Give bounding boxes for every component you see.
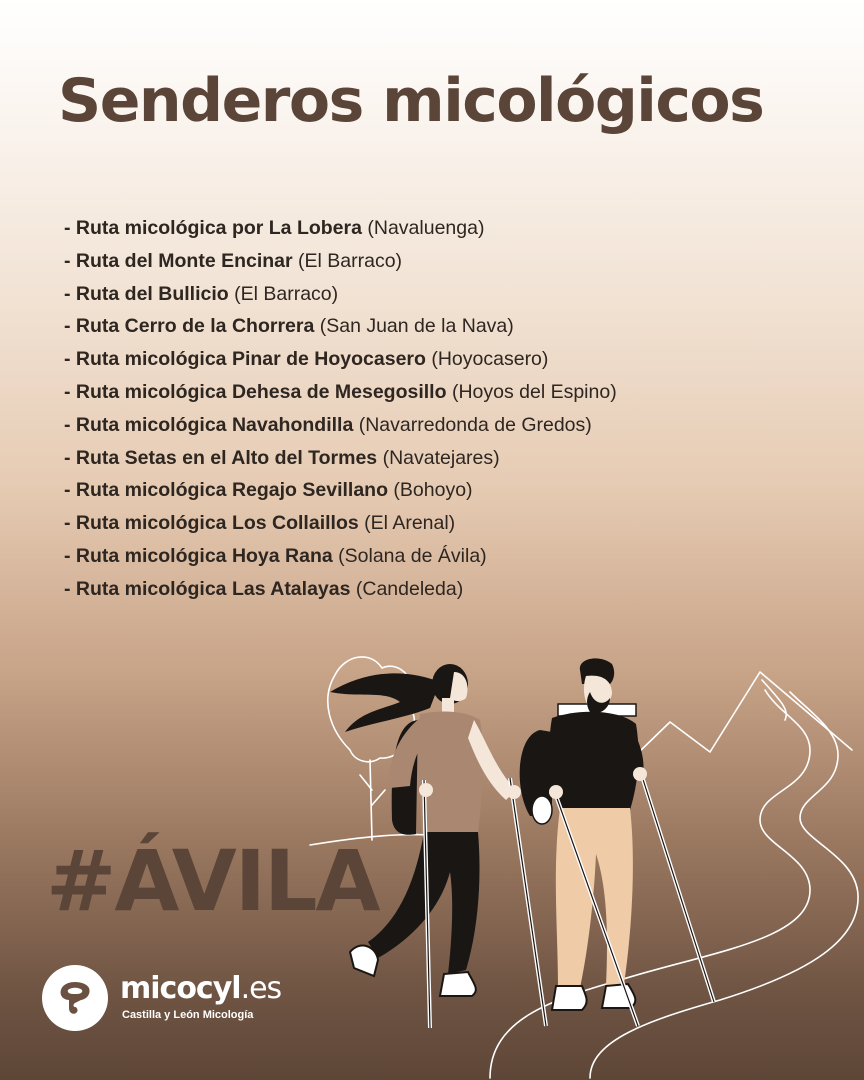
- route-item: [64, 343, 617, 376]
- route-item: [64, 442, 617, 475]
- brand-tld: .es: [240, 971, 282, 1006]
- micocyl-logo[interactable]: [42, 965, 302, 1035]
- route-location: (Bohoyo): [393, 479, 473, 502]
- page-title: Senderos micológicos: [58, 66, 764, 136]
- route-location: (El Barraco): [298, 249, 403, 272]
- woman-shoe-right: [440, 972, 476, 996]
- route-name: - Ruta micológica Hoya Rana: [64, 544, 333, 567]
- route-location: (Navaluenga): [367, 217, 485, 239]
- route-name: - Ruta micológica Las Atalayas: [64, 577, 351, 600]
- hashtag-avila: #ÁVILA: [46, 832, 379, 930]
- route-location: (Candeleda): [355, 577, 464, 600]
- brand-main: micocyl: [120, 971, 241, 1006]
- route-list: [64, 212, 617, 606]
- route-item: [64, 409, 617, 442]
- route-name: - Ruta micológica Los Collaillos: [64, 512, 359, 535]
- brand-tagline: Castilla y León Micología: [122, 1009, 254, 1021]
- route-location: (El Barraco): [234, 282, 339, 305]
- route-name: - Ruta Cerro de la Chorrera: [64, 315, 315, 338]
- route-item: [64, 278, 617, 311]
- route-item: [64, 540, 617, 573]
- mushroom-logo-icon: [42, 965, 108, 1031]
- route-item: [64, 507, 617, 540]
- route-name: - Ruta micológica Navahondilla: [64, 413, 354, 436]
- route-item: [64, 376, 617, 409]
- route-item: [64, 212, 617, 245]
- route-name: - Ruta micológica Pinar de Hoyocasero: [64, 348, 426, 371]
- route-name: - Ruta micológica por La Lobera: [64, 217, 362, 239]
- man-hiker: [520, 658, 714, 1026]
- woman-shoe-left: [350, 946, 378, 976]
- route-location: (Solana de Ávila): [338, 544, 487, 567]
- man-shoe-left: [552, 986, 587, 1010]
- route-location: (Navatejares): [382, 446, 500, 469]
- route-name: - Ruta micológica Dehesa de Mesegosillo: [64, 380, 447, 403]
- route-location: (San Juan de la Nava): [319, 315, 514, 338]
- route-location: (Hoyocasero): [431, 348, 549, 371]
- route-name: - Ruta del Monte Encinar: [64, 249, 293, 272]
- route-location: (El Arenal): [364, 512, 456, 535]
- woman-pants: [368, 832, 480, 974]
- man-shirt: [550, 712, 639, 810]
- tree-trunk: [360, 760, 385, 840]
- mountains: [610, 672, 852, 780]
- route-name: - Ruta Setas en el Alto del Tormes: [64, 446, 378, 469]
- route-item: [64, 245, 617, 278]
- route-item: [64, 573, 617, 606]
- route-name: - Ruta micológica Regajo Sevillano: [64, 479, 388, 502]
- route-item: [64, 474, 617, 507]
- mushroom-logo-glyph: [55, 978, 95, 1018]
- route-name: - Ruta del Bullicio: [64, 282, 229, 305]
- route-item: [64, 310, 617, 343]
- route-location: (Hoyos del Espino): [451, 380, 617, 403]
- route-location: (Navarredonda de Gredos): [358, 413, 592, 436]
- brand-name: [120, 971, 281, 1006]
